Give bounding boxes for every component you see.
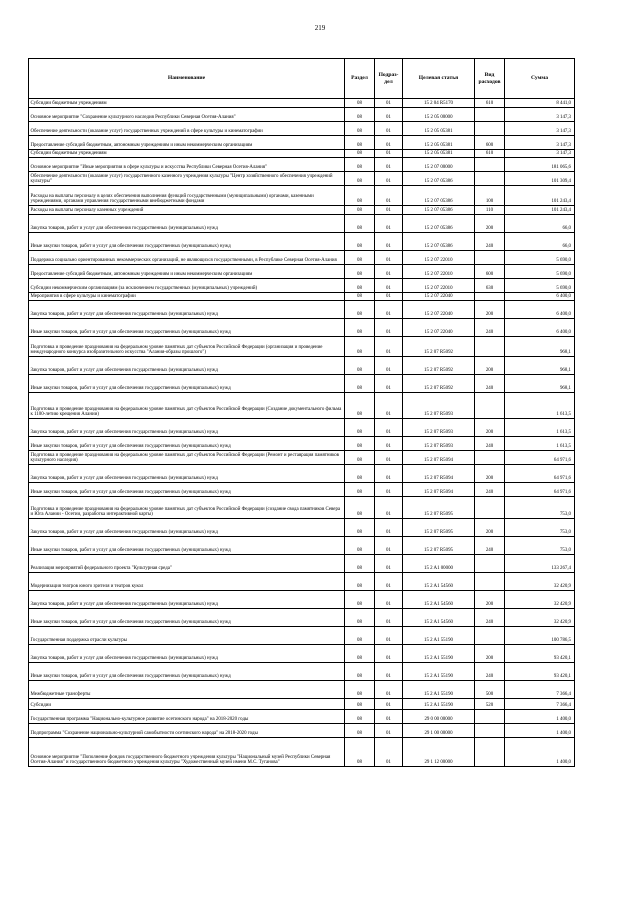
row-amount-cell: 101 309,4 <box>505 172 575 186</box>
header-name: Наименование <box>29 59 345 99</box>
row-subsection-cell: 01 <box>375 609 403 627</box>
row-name-cell: Подготовка и проведение празднования на федеральном уровне памятных дат субъектов Российской Федерации (Ремонт и реставрация памятников культурного наследия) <box>29 451 345 465</box>
row-expense-type-cell: 240 <box>475 483 505 497</box>
row-name-cell: Государственная поддержка отрасли культуры <box>29 627 345 645</box>
row-expense-type-cell: 610 <box>475 150 505 158</box>
row-target-cell: 15 2 07 R5093 <box>403 419 475 437</box>
row-subsection-cell: 01 <box>375 215 403 233</box>
row-amount-cell: 6 400,0 <box>505 301 575 319</box>
row-target-cell: 15 2 05 05381 <box>403 136 475 150</box>
row-expense-type-cell: 500 <box>475 681 505 699</box>
table-row <box>29 186 575 206</box>
header-expense-type: Вид расходов <box>475 59 505 99</box>
table-row <box>29 681 575 699</box>
table-row <box>29 357 575 375</box>
table-row <box>29 710 575 724</box>
row-subsection-cell: 01 <box>375 357 403 375</box>
row-amount-cell: 6 400,0 <box>505 293 575 301</box>
budget-table <box>28 58 575 767</box>
row-target-cell: 15 2 A1 54560 <box>403 609 475 627</box>
row-section-cell: 08 <box>345 497 375 519</box>
row-amount-cell: 1 613,5 <box>505 437 575 451</box>
table-row <box>29 609 575 627</box>
row-target-cell: 15 2 07 22010 <box>403 251 475 265</box>
row-subsection-cell: 01 <box>375 710 403 724</box>
row-expense-type-cell: 200 <box>475 357 505 375</box>
row-expense-type-cell: 200 <box>475 591 505 609</box>
row-name-cell: Подготовка и проведение празднования на федеральном уровне памятных дат субъектов Российской Федерации (создание свода памятников Севера и Юга Алании - Осетии, разработка интерактивной карты) <box>29 497 345 519</box>
row-target-cell: 15 2 07 05386 <box>403 186 475 206</box>
row-target-cell: 15 2 07 R5092 <box>403 337 475 357</box>
row-name-cell: Закупка товаров, работ и услуг для обеспечения государственных (муниципальных) нужд <box>29 301 345 319</box>
row-subsection-cell: 01 <box>375 301 403 319</box>
table-row <box>29 519 575 537</box>
row-section-cell: 08 <box>345 451 375 465</box>
row-subsection-cell: 01 <box>375 681 403 699</box>
row-expense-type-cell: 520 <box>475 699 505 710</box>
row-name-cell: Подпрограмма "Сохранение национально-культурной самобытности осетинского народа" на 2018-2020 годы <box>29 724 345 738</box>
row-amount-cell: 101 243,4 <box>505 206 575 215</box>
row-name-cell: Закупка товаров, работ и услуг для обеспечения государственных (муниципальных) нужд <box>29 519 345 537</box>
row-amount-cell: 753,0 <box>505 519 575 537</box>
row-section-cell: 08 <box>345 627 375 645</box>
row-section-cell: 08 <box>345 724 375 738</box>
row-name-cell: Закупка товаров, работ и услуг для обеспечения государственных (муниципальных) нужд <box>29 419 345 437</box>
row-expense-type-cell: 610 <box>475 99 505 108</box>
row-amount-cell: 3 147,3 <box>505 108 575 122</box>
row-subsection-cell: 01 <box>375 627 403 645</box>
table-body <box>29 99 575 767</box>
row-target-cell: 15 2 07 05386 <box>403 233 475 251</box>
row-target-cell: 15 2 07 05386 <box>403 206 475 215</box>
row-subsection-cell: 01 <box>375 663 403 681</box>
table-row <box>29 724 575 738</box>
row-expense-type-cell: 600 <box>475 136 505 150</box>
table-row <box>29 699 575 710</box>
table-row <box>29 437 575 451</box>
row-target-cell: 15 2 07 22010 <box>403 265 475 279</box>
table-row <box>29 265 575 279</box>
row-section-cell: 08 <box>345 186 375 206</box>
row-name-cell: Расходы на выплаты персоналу казенных учреждений <box>29 206 345 215</box>
table-header-row <box>29 59 575 99</box>
row-name-cell: Обеспечение деятельности (оказание услуг) государственных учреждений в сфере культуры и кинематографии <box>29 122 345 136</box>
row-subsection-cell: 01 <box>375 699 403 710</box>
row-expense-type-cell: 240 <box>475 537 505 555</box>
row-amount-cell: 1 400,0 <box>505 738 575 767</box>
row-target-cell: 29 0 00 00000 <box>403 710 475 724</box>
row-amount-cell: 753,0 <box>505 497 575 519</box>
row-section-cell: 08 <box>345 609 375 627</box>
row-section-cell: 08 <box>345 172 375 186</box>
table-row <box>29 122 575 136</box>
row-expense-type-cell <box>475 573 505 591</box>
row-name-cell: Мероприятия в сфере культуры и кинематографии <box>29 293 345 301</box>
row-target-cell: 15 2 A1 55190 <box>403 699 475 710</box>
row-section-cell: 08 <box>345 591 375 609</box>
row-expense-type-cell <box>475 451 505 465</box>
row-amount-cell: 101 243,4 <box>505 186 575 206</box>
row-amount-cell: 1 400,0 <box>505 724 575 738</box>
row-section-cell: 08 <box>345 279 375 293</box>
row-target-cell: 15 2 07 05386 <box>403 215 475 233</box>
row-expense-type-cell: 200 <box>475 215 505 233</box>
row-name-cell: Государственная программа "Национально-культурное развитие осетинского народа" на 2018-2020 годы <box>29 710 345 724</box>
row-section-cell: 08 <box>345 206 375 215</box>
row-amount-cell: 32 420,9 <box>505 609 575 627</box>
row-section-cell: 08 <box>345 293 375 301</box>
table-row <box>29 233 575 251</box>
table-row <box>29 483 575 497</box>
row-target-cell: 15 2 07 22040 <box>403 301 475 319</box>
table-row <box>29 279 575 293</box>
table-row <box>29 215 575 233</box>
row-name-cell: Подготовка и проведение празднования на федеральном уровне памятных дат субъектов Российской Федерации (организация и проведение международного конкурса изобразительного искусства "Алания-образы прошлого") <box>29 337 345 357</box>
row-target-cell: 15 2 07 R5093 <box>403 393 475 419</box>
row-target-cell: 15 2 07 R5094 <box>403 483 475 497</box>
row-target-cell: 15 2 05 00000 <box>403 108 475 122</box>
row-subsection-cell: 01 <box>375 233 403 251</box>
row-section-cell: 08 <box>345 301 375 319</box>
row-name-cell: Иные закупки товаров, работ и услуг для обеспечения государственных (муниципальных) нужд <box>29 233 345 251</box>
page-number: 219 <box>314 24 326 32</box>
row-section-cell: 08 <box>345 555 375 573</box>
table-row <box>29 251 575 265</box>
row-name-cell: Закупка товаров, работ и услуг для обеспечения государственных (муниципальных) нужд <box>29 357 345 375</box>
row-target-cell: 15 2 05 05381 <box>403 150 475 158</box>
row-name-cell: Иные закупки товаров, работ и услуг для обеспечения государственных (муниципальных) нужд <box>29 375 345 393</box>
row-section-cell: 08 <box>345 251 375 265</box>
row-section-cell: 08 <box>345 519 375 537</box>
row-name-cell: Реализация мероприятий федерального проекта "Культурная среда" <box>29 555 345 573</box>
row-amount-cell: 93 420,1 <box>505 663 575 681</box>
row-expense-type-cell <box>475 158 505 172</box>
row-target-cell: 15 2 A1 00000 <box>403 555 475 573</box>
row-section-cell: 08 <box>345 215 375 233</box>
row-amount-cell: 7 366,4 <box>505 699 575 710</box>
row-subsection-cell: 01 <box>375 738 403 767</box>
row-name-cell: Межбюджетные трансферты <box>29 681 345 699</box>
row-section-cell: 08 <box>345 699 375 710</box>
table-row <box>29 158 575 172</box>
row-expense-type-cell <box>475 724 505 738</box>
row-target-cell: 15 2 A1 54560 <box>403 591 475 609</box>
row-target-cell: 15 2 07 R5092 <box>403 375 475 393</box>
row-subsection-cell: 01 <box>375 99 403 108</box>
row-target-cell: 29 1 00 00000 <box>403 724 475 738</box>
row-subsection-cell: 01 <box>375 437 403 451</box>
row-target-cell: 15 2 07 R5093 <box>403 437 475 451</box>
row-target-cell: 15 2 07 R5094 <box>403 451 475 465</box>
row-expense-type-cell <box>475 627 505 645</box>
row-expense-type-cell: 240 <box>475 437 505 451</box>
row-expense-type-cell: 200 <box>475 301 505 319</box>
row-amount-cell: 64 971,6 <box>505 451 575 465</box>
row-subsection-cell: 01 <box>375 519 403 537</box>
table-row <box>29 465 575 483</box>
row-section-cell: 08 <box>345 738 375 767</box>
row-target-cell: 15 2 07 R5095 <box>403 497 475 519</box>
row-subsection-cell: 01 <box>375 319 403 337</box>
row-section-cell: 08 <box>345 319 375 337</box>
row-section-cell: 08 <box>345 437 375 451</box>
row-subsection-cell: 01 <box>375 186 403 206</box>
row-section-cell: 08 <box>345 99 375 108</box>
row-target-cell: 15 2 A1 54560 <box>403 573 475 591</box>
row-amount-cell: 3 147,3 <box>505 122 575 136</box>
row-expense-type-cell: 110 <box>475 206 505 215</box>
table-row <box>29 555 575 573</box>
row-name-cell: Субсидии <box>29 699 345 710</box>
row-target-cell: 15 2 07 R5092 <box>403 357 475 375</box>
header-subsection: Подраз-дел <box>375 59 403 99</box>
row-name-cell: Иные закупки товаров, работ и услуг для обеспечения государственных (муниципальных) нужд <box>29 437 345 451</box>
row-name-cell: Закупка товаров, работ и услуг для обеспечения государственных (муниципальных) нужд <box>29 645 345 663</box>
row-name-cell: Модернизация театров юного зрителя и театров кукол <box>29 573 345 591</box>
row-expense-type-cell <box>475 251 505 265</box>
row-name-cell: Подготовка и проведение празднования на федеральном уровне памятных дат субъектов Российской Федерации (Создание документального фильма к 1100-летию крещения Алании) <box>29 393 345 419</box>
row-section-cell: 08 <box>345 645 375 663</box>
row-name-cell: Иные закупки товаров, работ и услуг для обеспечения государственных (муниципальных) нужд <box>29 663 345 681</box>
row-target-cell: 15 2 A1 55190 <box>403 681 475 699</box>
row-target-cell: 15 2 07 R5095 <box>403 537 475 555</box>
header-section: Раздел <box>345 59 375 99</box>
row-section-cell: 08 <box>345 419 375 437</box>
row-section-cell: 08 <box>345 573 375 591</box>
row-amount-cell: 100 786,5 <box>505 627 575 645</box>
table-row <box>29 337 575 357</box>
row-target-cell: 15 2 07 22040 <box>403 293 475 301</box>
row-name-cell: Иные закупки товаров, работ и услуг для обеспечения государственных (муниципальных) нужд <box>29 537 345 555</box>
row-target-cell: 15 2 07 22010 <box>403 279 475 293</box>
row-expense-type-cell <box>475 293 505 301</box>
row-amount-cell: 3 147,3 <box>505 136 575 150</box>
row-expense-type-cell: 200 <box>475 419 505 437</box>
row-subsection-cell: 01 <box>375 158 403 172</box>
row-name-cell: Закупка товаров, работ и услуг для обеспечения государственных (муниципальных) нужд <box>29 465 345 483</box>
row-name-cell: Основное мероприятие "Сохранение культурного наследия Республики Северная Осетия-Алания" <box>29 108 345 122</box>
row-name-cell: Субсидии бюджетным учреждениям <box>29 150 345 158</box>
row-amount-cell: 6 400,0 <box>505 319 575 337</box>
row-subsection-cell: 01 <box>375 337 403 357</box>
row-expense-type-cell <box>475 738 505 767</box>
table-row <box>29 150 575 158</box>
row-amount-cell: 32 420,9 <box>505 573 575 591</box>
row-target-cell: 15 2 07 00000 <box>403 158 475 172</box>
table-row <box>29 645 575 663</box>
row-subsection-cell: 01 <box>375 293 403 301</box>
row-expense-type-cell: 240 <box>475 375 505 393</box>
row-target-cell: 15 2 07 R5094 <box>403 465 475 483</box>
row-name-cell: Предоставление субсидий бюджетным, автономным учреждениям и иным некоммерческим организациям <box>29 265 345 279</box>
row-target-cell: 15 2 07 R5095 <box>403 519 475 537</box>
row-expense-type-cell: 240 <box>475 319 505 337</box>
row-amount-cell: 968,1 <box>505 375 575 393</box>
row-name-cell: Иные закупки товаров, работ и услуг для обеспечения государственных (муниципальных) нужд <box>29 319 345 337</box>
row-section-cell: 08 <box>345 393 375 419</box>
row-expense-type-cell <box>475 710 505 724</box>
row-expense-type-cell <box>475 108 505 122</box>
row-section-cell: 08 <box>345 265 375 279</box>
table-row <box>29 375 575 393</box>
row-subsection-cell: 01 <box>375 419 403 437</box>
row-expense-type-cell <box>475 122 505 136</box>
row-section-cell: 08 <box>345 108 375 122</box>
row-expense-type-cell <box>475 497 505 519</box>
header-target: Целевая статья <box>403 59 475 99</box>
row-section-cell: 08 <box>345 357 375 375</box>
row-target-cell: 15 2 04 R5170 <box>403 99 475 108</box>
row-amount-cell: 968,1 <box>505 357 575 375</box>
row-subsection-cell: 01 <box>375 108 403 122</box>
row-subsection-cell: 01 <box>375 555 403 573</box>
row-target-cell: 15 2 07 05386 <box>403 172 475 186</box>
row-section-cell: 08 <box>345 136 375 150</box>
row-subsection-cell: 01 <box>375 122 403 136</box>
row-subsection-cell: 01 <box>375 537 403 555</box>
row-name-cell: Закупка товаров, работ и услуг для обеспечения государственных (муниципальных) нужд <box>29 591 345 609</box>
table-row <box>29 573 575 591</box>
row-section-cell: 08 <box>345 158 375 172</box>
table-row <box>29 537 575 555</box>
row-subsection-cell: 01 <box>375 393 403 419</box>
row-expense-type-cell: 600 <box>475 265 505 279</box>
row-subsection-cell: 01 <box>375 251 403 265</box>
table-row <box>29 393 575 419</box>
row-expense-type-cell: 240 <box>475 609 505 627</box>
row-subsection-cell: 01 <box>375 591 403 609</box>
row-amount-cell: 133 267,4 <box>505 555 575 573</box>
row-name-cell: Закупка товаров, работ и услуг для обеспечения государственных (муниципальных) нужд <box>29 215 345 233</box>
row-subsection-cell: 01 <box>375 465 403 483</box>
row-target-cell: 29 1 12 00000 <box>403 738 475 767</box>
row-amount-cell: 1 613,5 <box>505 393 575 419</box>
row-amount-cell: 5 690,0 <box>505 251 575 265</box>
row-subsection-cell: 01 <box>375 483 403 497</box>
row-amount-cell: 32 420,9 <box>505 591 575 609</box>
row-amount-cell: 753,0 <box>505 537 575 555</box>
row-subsection-cell: 01 <box>375 206 403 215</box>
row-name-cell: Предоставление субсидий бюджетным, автономным учреждениям и иным некоммерческим организациям <box>29 136 345 150</box>
table-row <box>29 591 575 609</box>
row-section-cell: 08 <box>345 663 375 681</box>
row-subsection-cell: 01 <box>375 279 403 293</box>
row-amount-cell: 3 147,3 <box>505 150 575 158</box>
table-row <box>29 108 575 122</box>
row-expense-type-cell: 200 <box>475 465 505 483</box>
row-section-cell: 08 <box>345 710 375 724</box>
row-amount-cell: 8 441,0 <box>505 99 575 108</box>
row-amount-cell: 66,0 <box>505 233 575 251</box>
row-name-cell: Поддержка социально ориентированных некоммерческих организаций, не являющихся государственными, в Республике Северная Осетия-Алания <box>29 251 345 265</box>
row-section-cell: 08 <box>345 483 375 497</box>
row-name-cell: Расходы на выплаты персоналу в целях обеспечения выполнения функций государственными (муниципальными) органами, казенными учреждениями, органами управления государственными внебюджетными фондами <box>29 186 345 206</box>
header-amount: Сумма <box>505 59 575 99</box>
row-subsection-cell: 01 <box>375 645 403 663</box>
row-section-cell: 08 <box>345 150 375 158</box>
row-subsection-cell: 01 <box>375 150 403 158</box>
table-row <box>29 293 575 301</box>
row-subsection-cell: 01 <box>375 451 403 465</box>
row-name-cell: Иные закупки товаров, работ и услуг для обеспечения государственных (муниципальных) нужд <box>29 483 345 497</box>
row-name-cell: Основное мероприятие "Пополнение фондов государственного бюджетного учреждения культуры "Национальный музей Республики Северная Осетия-Алания" и государственного бюджетного учреждения культуры "Художественный музей имени М.С. Туганова" <box>29 738 345 767</box>
row-amount-cell: 968,1 <box>505 337 575 357</box>
row-section-cell: 08 <box>345 681 375 699</box>
table-row <box>29 627 575 645</box>
row-name-cell: Основное мероприятие "Иные мероприятия в сфере культуры и искусства Республики Северная Осетия-Алания" <box>29 158 345 172</box>
row-amount-cell: 64 971,6 <box>505 465 575 483</box>
table-row <box>29 136 575 150</box>
table-row <box>29 99 575 108</box>
row-target-cell: 15 2 A1 55190 <box>403 663 475 681</box>
row-amount-cell: 7 366,4 <box>505 681 575 699</box>
row-section-cell: 08 <box>345 337 375 357</box>
row-subsection-cell: 01 <box>375 136 403 150</box>
row-expense-type-cell <box>475 337 505 357</box>
row-subsection-cell: 01 <box>375 497 403 519</box>
table-row <box>29 319 575 337</box>
row-amount-cell: 5 690,0 <box>505 265 575 279</box>
row-section-cell: 08 <box>345 465 375 483</box>
table-row <box>29 451 575 465</box>
row-section-cell: 08 <box>345 375 375 393</box>
row-expense-type-cell <box>475 172 505 186</box>
row-subsection-cell: 01 <box>375 265 403 279</box>
row-name-cell: Обеспечение деятельности (оказание услуг) государственного казенного учреждения культуры "Центр хозяйственного обеспечения учреждений культуры" <box>29 172 345 186</box>
row-subsection-cell: 01 <box>375 724 403 738</box>
row-name-cell: Субсидии бюджетным учреждениям <box>29 99 345 108</box>
row-expense-type-cell: 240 <box>475 233 505 251</box>
row-name-cell: Иные закупки товаров, работ и услуг для обеспечения государственных (муниципальных) нужд <box>29 609 345 627</box>
row-target-cell: 15 2 07 22040 <box>403 319 475 337</box>
row-amount-cell: 66,0 <box>505 215 575 233</box>
row-subsection-cell: 01 <box>375 172 403 186</box>
row-amount-cell: 93 420,1 <box>505 645 575 663</box>
row-expense-type-cell: 630 <box>475 279 505 293</box>
row-expense-type-cell: 200 <box>475 645 505 663</box>
table-row <box>29 663 575 681</box>
row-subsection-cell: 01 <box>375 573 403 591</box>
table-row <box>29 172 575 186</box>
row-target-cell: 15 2 A1 55190 <box>403 627 475 645</box>
row-expense-type-cell: 100 <box>475 186 505 206</box>
row-name-cell: Субсидии некоммерческим организациям (за исключением государственных (муниципальных) учреждений) <box>29 279 345 293</box>
row-target-cell: 15 2 05 05381 <box>403 122 475 136</box>
row-expense-type-cell <box>475 393 505 419</box>
row-section-cell: 08 <box>345 537 375 555</box>
row-expense-type-cell <box>475 555 505 573</box>
row-amount-cell: 5 690,0 <box>505 279 575 293</box>
table-row <box>29 301 575 319</box>
row-expense-type-cell: 240 <box>475 663 505 681</box>
table-row <box>29 206 575 215</box>
row-amount-cell: 181 065,6 <box>505 158 575 172</box>
row-subsection-cell: 01 <box>375 375 403 393</box>
row-amount-cell: 64 971,6 <box>505 483 575 497</box>
row-target-cell: 15 2 A1 55190 <box>403 645 475 663</box>
row-amount-cell: 1 613,5 <box>505 419 575 437</box>
row-section-cell: 08 <box>345 122 375 136</box>
table-row <box>29 419 575 437</box>
table-row <box>29 738 575 767</box>
row-section-cell: 08 <box>345 233 375 251</box>
row-amount-cell: 1 400,0 <box>505 710 575 724</box>
row-expense-type-cell: 200 <box>475 519 505 537</box>
table-row <box>29 497 575 519</box>
